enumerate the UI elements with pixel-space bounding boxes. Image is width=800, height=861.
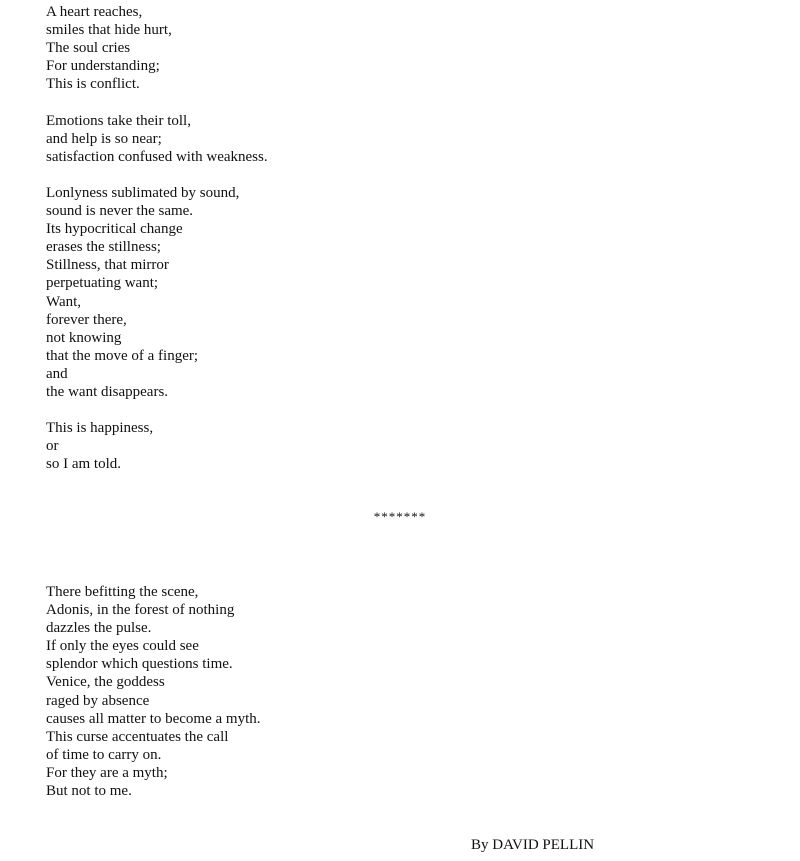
poem-line: the want disappears. (46, 383, 169, 400)
poem-line: raged by absence (46, 692, 150, 709)
poem-line: Adonis, in the forest of nothing (46, 602, 235, 619)
poem-line: so I am told. (46, 456, 121, 473)
stanza (46, 184, 268, 401)
poem-line: This is happiness, (46, 420, 154, 437)
poem-line: But not to me. (46, 783, 132, 800)
stanza (46, 419, 268, 473)
poem-line: Stillness, that mirror (46, 257, 169, 274)
poem-line: Venice, the goddess (46, 674, 165, 691)
stanza (46, 583, 261, 800)
poem-line: Lonlyness sublimated by sound, (46, 184, 240, 201)
poem-line: sound is never the same. (46, 203, 194, 220)
poem-line: causes all matter to become a myth. (46, 710, 261, 727)
poem-line: of time to carry on. (46, 746, 162, 763)
poem-line: forever there, (46, 311, 127, 328)
poem-line: splendor which questions time. (46, 656, 233, 673)
poem-line: and (46, 365, 68, 382)
poem-line: and help is so near; (46, 130, 162, 147)
stanza (46, 3, 268, 93)
poem-line: perpetuating want; (46, 275, 159, 292)
poem-line: This is conflict. (46, 76, 140, 93)
poem-line: erases the stillness; (46, 239, 161, 256)
poem-line: For they are a myth; (46, 764, 168, 781)
poem-line: Want, (46, 293, 82, 310)
poem-line: There befitting the scene, (46, 584, 199, 600)
poem-line: satisfaction confused with weakness. (46, 148, 268, 165)
author-byline: By DAVID PELLIN (471, 837, 595, 853)
stanza (46, 112, 268, 166)
poem-line: If only the eyes could see (46, 638, 199, 655)
poem-line: Its hypocritical change (46, 221, 183, 238)
poem-line: that the move of a finger; (46, 347, 199, 364)
poem-line: The soul cries (46, 40, 131, 57)
poem-line: dazzles the pulse. (46, 620, 152, 637)
poem-line: A heart reaches, (46, 4, 143, 20)
poem-line: smiles that hide hurt, (46, 22, 172, 39)
poem-one (46, 3, 268, 473)
poem-line: For understanding; (46, 58, 160, 75)
section-separator: ******* (373, 509, 427, 524)
poem-line: or (46, 438, 59, 455)
poem-line: This curse accentuates the call (46, 728, 229, 745)
poem-line: not knowing (46, 329, 122, 346)
poem-line: Emotions take their toll, (46, 112, 191, 129)
poem-two (46, 583, 261, 800)
